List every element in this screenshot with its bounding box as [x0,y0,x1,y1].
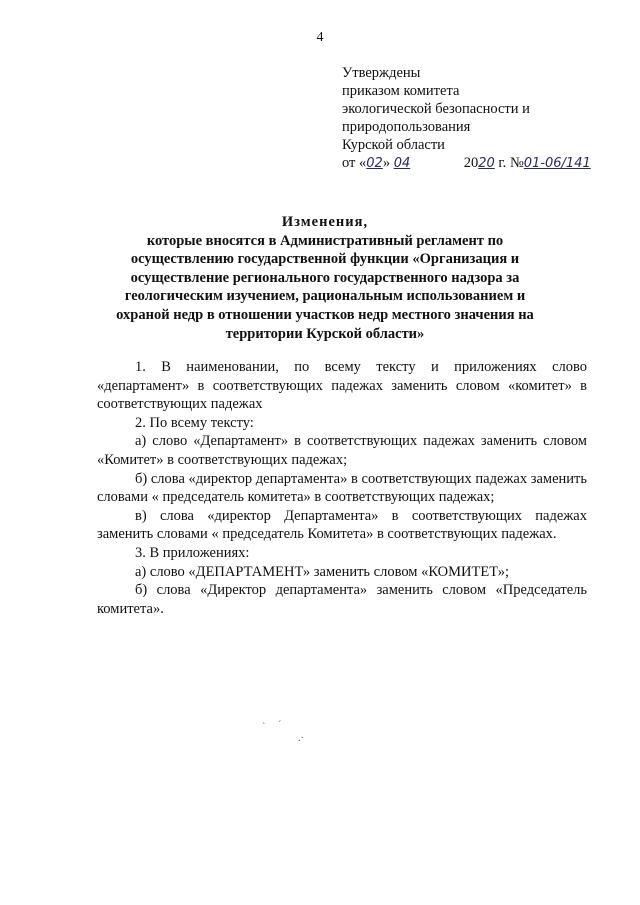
title-head: Изменения, [281,214,369,230]
approval-line: приказом комитета [342,83,460,99]
title-line: осуществлению государственной функции «Организация и [130,251,520,268]
paragraph-item-2a: а) слово «Департамент» в соответствующих падежах заменить словом «Комитет» в соответствующих падежах; [97,433,587,468]
date-year-unit: г. [498,155,507,171]
approval-stamp [342,64,602,173]
date-prefix: от [342,155,356,171]
paragraph-item-2b: б) слова «директор департамента» в соответствующих падежах заменить словами « председатель комитета» в соответствующих падежах; [97,470,587,506]
paragraph-item-2: 2. По всему тексту: [135,414,254,431]
page-number: 4 [316,30,324,45]
scan-speck: ˋ [262,722,266,733]
date-month: 04 [393,156,411,171]
paragraph-item-1: 1. В наименовании, по всему тексту и приложениях слово «департамент» в соответствующих падежах заменить словом «комитет» в соответствующих падежах [97,359,587,413]
document-number: 01-06/141 [523,156,591,171]
scan-speck: ˊ [278,720,282,731]
paragraph-item-3a: а) слово «ДЕПАРТАМЕНТ» заменить словом «КОМИТЕТ»; [135,563,509,580]
date-day: 02 [366,156,383,171]
approval-date-line: от «02» 04 2020 г. №01-06/141 [342,155,591,171]
scan-speck: .· [298,733,304,744]
approval-line: природопользования [342,119,471,135]
document-body [97,358,587,618]
date-year-prefix: 20 [463,155,479,171]
date-year-suffix: 20 [478,156,495,171]
document-title [80,213,570,343]
title-line: которые вносятся в Административный регламент по [146,232,504,249]
paragraph-item-3b: б) слова «Директор департамента» заменить словом «Председатель комитета». [97,582,587,617]
approval-line: Утверждены [342,65,421,81]
approval-line: Курской области [342,137,445,153]
paragraph-item-2c: в) слова «директор Департамента» в соответствующих падежах заменить словами « председатель Комитета» в соответствующих падежах. [97,507,587,543]
title-line: территории Курской области» [225,325,425,342]
title-line: осуществление регионального государственного надзора за [130,269,520,286]
approval-line: экологической безопасности и [342,101,530,117]
paragraph-item-3: 3. В приложениях: [135,544,250,561]
number-prefix: № [509,155,524,171]
title-line: геологическим изучением, рациональным использованием и [124,288,526,305]
title-line: охраной недр в отношении участков недр местного значения на [116,306,534,323]
